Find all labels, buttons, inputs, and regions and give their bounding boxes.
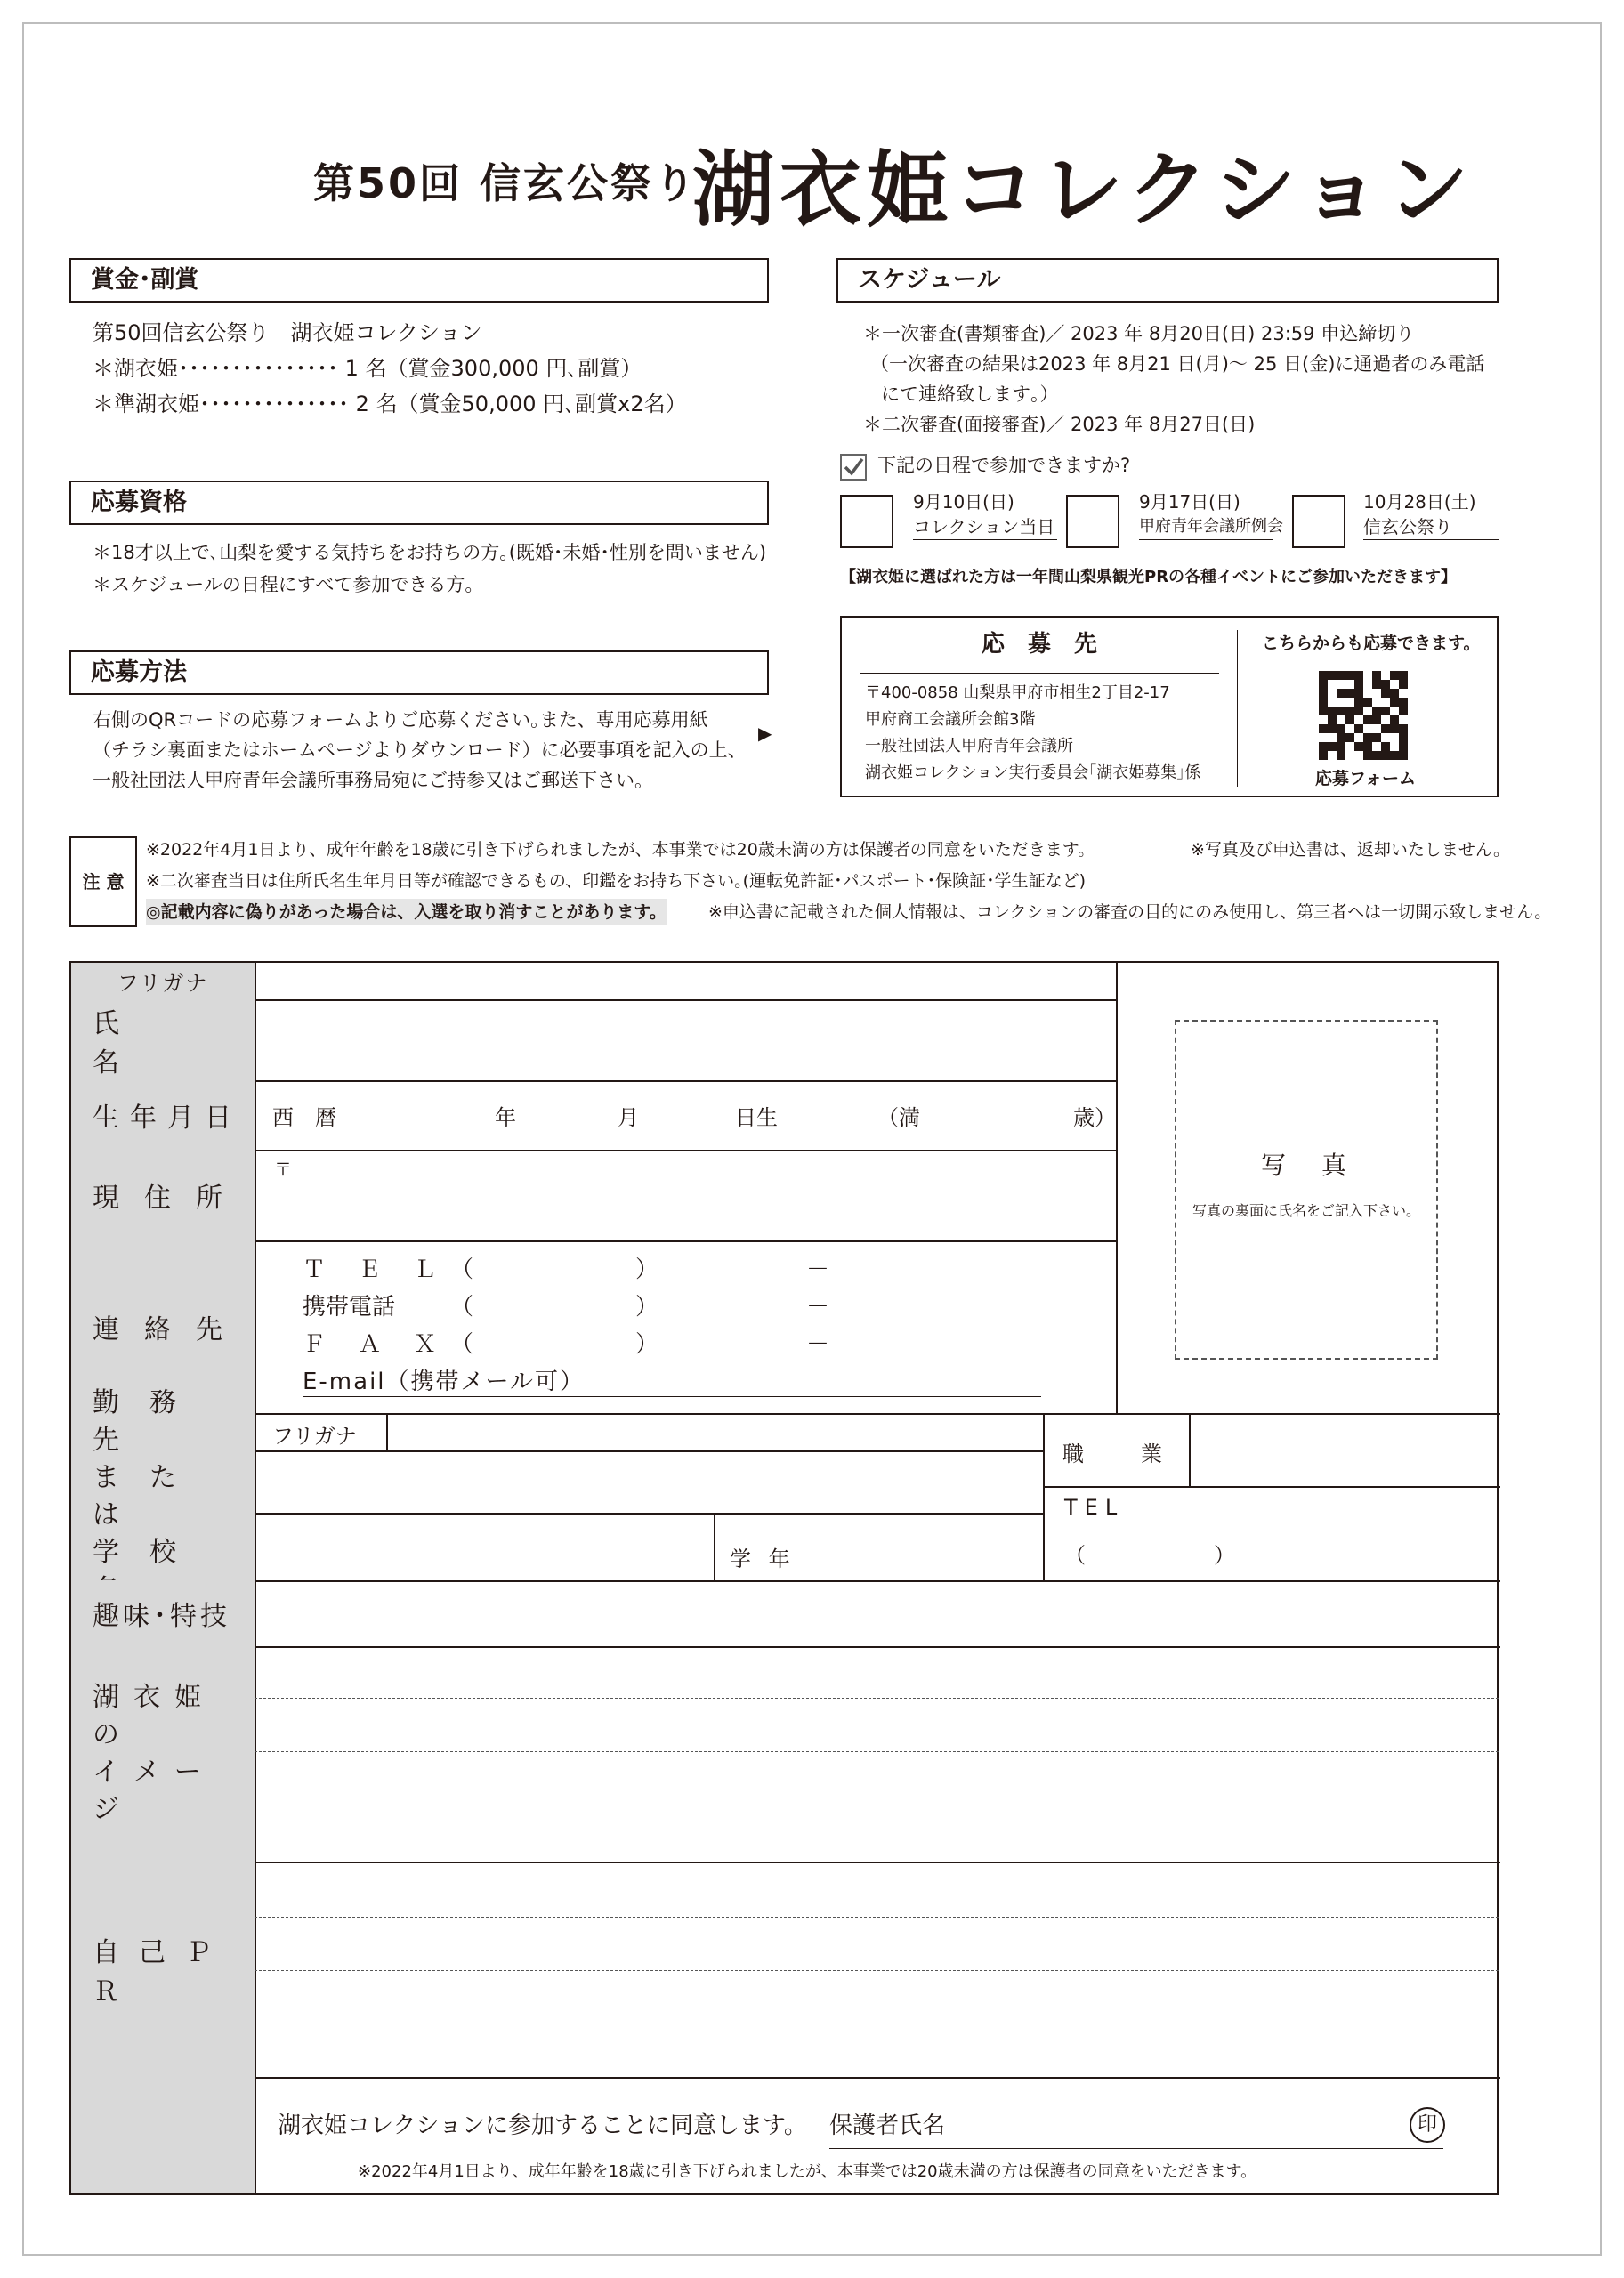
- prize-line-2: ＊湖衣姫･･･････････････ 1 名（賞金300,000 円､副賞）: [93, 356, 642, 381]
- occupation-label-cell: [1043, 1413, 1191, 1488]
- mobile-paren: （ ）: [450, 1294, 659, 1321]
- label-address: 現住所: [71, 1150, 256, 1242]
- guardian-label: 保護者氏名: [829, 2112, 946, 2139]
- qr-heading: こちらからも応募できます。: [1262, 634, 1481, 653]
- fax-paren: （ ）: [450, 1331, 659, 1358]
- notice-line-3a: ◎記載内容に偽りがあった場合は、入選を取り消すことがあります。: [146, 899, 667, 925]
- schedule-line-1: ＊一次審査(書類審査)／ 2023 年 8月20日(日) 23:59 申込締切り: [863, 323, 1415, 344]
- event-1: コレクション当日: [913, 514, 1057, 540]
- tel-paren: （ ）: [450, 1256, 659, 1283]
- checkbox-icon[interactable]: [840, 454, 867, 481]
- consent-footnote: ※2022年4月1日より、成年年齢を18歳に引き下げられましたが、本事業では20歳未満の方は保護者の同意をいただきます。: [358, 2162, 1257, 2181]
- pr-input[interactable]: [255, 1862, 1500, 2079]
- event-2: 甲府青年会議所例会: [1139, 514, 1273, 540]
- image-input[interactable]: [255, 1646, 1500, 1863]
- apply-line-4: 湖衣姫コレクション実行委員会｢湖衣姫募集｣係: [865, 763, 1201, 782]
- work-name-input-2[interactable]: [255, 1513, 715, 1582]
- label-hobby: 趣味･特技: [71, 1580, 256, 1648]
- label-name: 氏 名: [71, 999, 256, 1082]
- work-tel-dash: －: [1340, 1543, 1361, 1568]
- notice-line-1b: ※写真及び申込書は、返却いたしません。: [1191, 840, 1511, 860]
- grade-input[interactable]: [714, 1513, 1045, 1582]
- consent-text: 湖衣姫コレクションに参加することに同意します。: [278, 2112, 807, 2139]
- qr-code-icon[interactable]: [1319, 671, 1408, 760]
- prize-line-1: 第50回信玄公祭り 湖衣姫コレクション: [93, 320, 482, 345]
- method-line-1: 右側のQRコードの応募フォームよりご応募ください｡また、専用応募用紙: [93, 709, 708, 731]
- tel-label: Ｔ Ｅ Ｌ: [303, 1256, 449, 1283]
- work-furigana-input[interactable]: [386, 1413, 1045, 1452]
- prize-heading: 賞金･副賞: [69, 258, 769, 303]
- tel-dash: －: [806, 1256, 830, 1283]
- date-2: 9月17日(日): [1139, 491, 1240, 513]
- mobile-dash: －: [806, 1294, 830, 1321]
- method-line-3: 一般社団法人甲府青年会議所事務局宛にご持参又はご郵送下さい｡: [93, 770, 644, 791]
- title-main: 湖衣姫コレクション: [692, 142, 1475, 238]
- notice-line-2: ※二次審査当日は住所氏名生年月日等が確認できるもの、印鑑をお持ち下さい｡(運転免許証･パスポート･保険証･学生証など): [146, 871, 1086, 891]
- postal-mark: 〒: [274, 1159, 292, 1180]
- apply-to-box: [840, 616, 1499, 797]
- schedule-check-question: 下記の日程で参加できますか?: [877, 455, 1131, 476]
- photo-area[interactable]: [1116, 963, 1500, 1415]
- label-work-l1: 勤務先: [93, 1387, 206, 1456]
- schedule-note: 【湖衣姫に選ばれた方は一年間山梨県観光PRの各種イベントにご参加いただきます】: [840, 568, 1458, 586]
- schedule-line-4: ＊二次審査(面接審査)／ 2023 年 8月27日(日): [863, 414, 1256, 435]
- work-furigana-label: フリガナ: [255, 1413, 388, 1452]
- consent-label-cell: [71, 2077, 256, 2193]
- fax-label: Ｆ Ａ Ｘ: [303, 1331, 449, 1358]
- photo-label: 写 真: [1260, 1151, 1352, 1180]
- apply-line-3: 一般社団法人甲府青年会議所: [865, 737, 1073, 755]
- method-line-2: （チラシ裏面またはホームページよりダウンロード）に必要事項を記入の上、: [93, 739, 747, 761]
- date-3: 10月28日(土): [1363, 491, 1476, 513]
- prize-line-3: ＊準湖衣姫･･････････････ 2 名（賞金50,000 円､副賞x2名）: [93, 392, 687, 416]
- apply-line-1: 〒400-0858 山梨県甲府市相生2丁目2-17: [865, 683, 1170, 702]
- date-checkbox-1[interactable]: [840, 495, 893, 548]
- notice-line-1: ※2022年4月1日より、成年年齢を18歳に引き下げられましたが、本事業では20歳未満の方は保護者の同意をいただきます。: [146, 840, 1095, 860]
- schedule-line-3: にて連絡致します｡）: [881, 384, 1059, 405]
- occupation-input[interactable]: [1189, 1413, 1500, 1488]
- label-image-l2: イメージ: [93, 1757, 215, 1825]
- application-form: [69, 961, 1499, 2195]
- guardian-line: [829, 2148, 1443, 2149]
- work-tel-label: TEL: [1064, 1495, 1125, 1520]
- apply-divider: [860, 673, 1219, 674]
- label-birth: 生年月日: [71, 1080, 256, 1151]
- notice-line-3b: ※申込書に記載された個人情報は、コレクションの審査の目的にのみ使用し、第三者へは一切開示致しません。: [708, 902, 1552, 922]
- grade-label: 学 年: [730, 1547, 796, 1571]
- birth-year: 年: [495, 1105, 516, 1130]
- schedule-line-2: （一次審査の結果は2023 年 8月21 日(月)～ 25 日(金)に通過者のみ電話: [870, 353, 1485, 375]
- apply-heading-wrap: [842, 618, 1237, 671]
- qr-label: 応募フォーム: [1315, 769, 1417, 788]
- apply-vdivider: [1237, 630, 1238, 787]
- name-input[interactable]: [255, 999, 1118, 1082]
- event-3: 信玄公祭り: [1363, 514, 1499, 540]
- seal-icon: 印: [1410, 2107, 1445, 2143]
- furigana-input[interactable]: [255, 963, 1118, 1001]
- birth-era: 西 暦: [272, 1105, 336, 1130]
- label-image-l1: 湖衣姫の: [93, 1682, 215, 1750]
- schedule-heading: スケジュール: [836, 258, 1499, 303]
- address-input[interactable]: [255, 1150, 1118, 1242]
- date-checkbox-3[interactable]: [1292, 495, 1345, 548]
- arrow-right-icon: ▶: [758, 723, 772, 744]
- fax-dash: －: [806, 1331, 830, 1358]
- label-pr: 自己ＰＲ: [71, 1862, 256, 2079]
- occupation-label: 職 業: [1062, 1442, 1180, 1466]
- notice-label: 注 意: [69, 836, 137, 927]
- work-tel-input[interactable]: [1043, 1486, 1500, 1582]
- eligibility-line-2: ＊スケジュールの日程にすべて参加できる方｡: [93, 574, 474, 595]
- apply-heading: 応 募 先: [981, 631, 1097, 658]
- label-work-l3: 学校: [93, 1537, 206, 1568]
- eligibility-heading: 応募資格: [69, 481, 769, 525]
- apply-line-2: 甲府商工会議所会館3階: [865, 710, 1036, 729]
- label-furigana: フリガナ: [71, 963, 256, 1001]
- date-checkbox-2[interactable]: [1066, 495, 1119, 548]
- label-contact: 連絡先: [71, 1240, 256, 1415]
- date-1: 9月10日(日): [913, 491, 1014, 513]
- eligibility-line-1: ＊18才以上で､山梨を愛する気持ちをお持ちの方｡(既婚･未婚･性別を問いません): [93, 542, 767, 563]
- title-sub: 第50回 信玄公祭り: [313, 159, 699, 207]
- mobile-label: 携帯電話: [303, 1294, 396, 1321]
- birth-age-close: 歳）: [1073, 1105, 1116, 1130]
- label-work-l2: または: [93, 1462, 206, 1531]
- work-tel-paren: （ ）: [1064, 1543, 1235, 1568]
- label-work: [71, 1387, 256, 1582]
- photo-note: 写真の裏面に氏名をご記入下さい。: [1192, 1202, 1420, 1219]
- birth-age-open: （満: [877, 1105, 920, 1130]
- method-heading: 応募方法: [69, 650, 769, 695]
- label-image: [71, 1646, 256, 1863]
- contact-input[interactable]: [255, 1240, 1118, 1415]
- birth-day: 日生: [735, 1105, 778, 1130]
- photo-frame: [1175, 1020, 1438, 1360]
- birth-input[interactable]: [255, 1080, 1118, 1151]
- email-label: E-mail（携帯メール可）: [303, 1363, 1041, 1397]
- birth-month: 月: [618, 1105, 639, 1130]
- hobby-input[interactable]: [255, 1580, 1500, 1648]
- work-name-input[interactable]: [255, 1450, 1045, 1515]
- consent-area[interactable]: [255, 2077, 1499, 2193]
